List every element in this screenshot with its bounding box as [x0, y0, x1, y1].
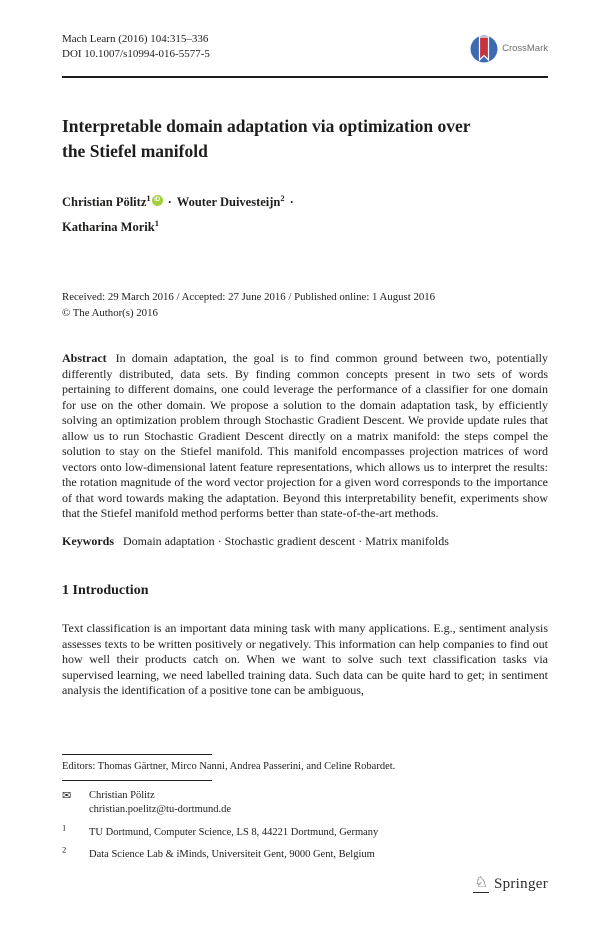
keywords-text: Domain adaptation · Stochastic gradient descent · Matrix manifolds — [123, 533, 449, 548]
keywords-label: Keywords — [62, 533, 114, 548]
author-affiliation-mark: 1 — [154, 217, 159, 228]
springer-wordmark: Springer — [493, 876, 548, 892]
crossmark-badge[interactable] — [469, 33, 548, 64]
crossmark-label: CrossMark — [502, 43, 548, 54]
header-divider — [62, 76, 548, 78]
authors-block — [62, 190, 548, 240]
section-heading: 1 Introduction — [62, 583, 149, 598]
affiliation-marker — [62, 822, 89, 841]
author-affiliation-mark: 2 — [280, 192, 285, 203]
doi-line: DOI 10.1007/s10994-016-5577-5 — [62, 48, 210, 60]
affiliation-row — [62, 844, 548, 863]
author-name: Katharina Morik — [62, 220, 155, 234]
correspondence-name: Christian Pölitz — [89, 789, 155, 801]
intro-paragraph: Text classification is an important data mining task with many applications. E.g., sentiment analysis assesses texts to be written positively or negatively. This information can help companies to find out how well their products catch on. When we want to solve such text classification tasks via supervised learning, we need labelled training data. Such data can be quite hard to get; in sentiment analysis the identification of a positive tone can be ambiguous, — [62, 621, 548, 698]
springer-knight-icon: ♘ — [474, 875, 488, 891]
affiliation-mark: 1 — [62, 822, 67, 832]
page-header — [62, 0, 548, 64]
publication-history: Received: 29 March 2016 / Accepted: 27 June 2016 / Published online: 1 August 2016 — [62, 291, 436, 303]
abstract-text: In domain adaptation, the goal is to find common ground between two, potentially differently distributed, data sets. By finding common concepts present in two sets of words pertaining to different domains, one could leverage the performance of a classifier for one domain for use on the other domain. We propose a solution to the domain adaptation task, by efficiently solving an optimization problem through Stochastic Gradient Descent. We provide update rules that allow us to run Stochastic Gradient Descent directly on a matrix manifold: the steps compel the solution to stay on the Stiefel manifold. This manifold encompasses projection matrices of word vectors onto low-dimensional latent feature representations, which allows us to interpret the results: the rotation magnitude of the word vector projection for a given word corresponds to the importance of that word towards making the adaptation. Beyond this interpretability benefit, experiments show that the Stiefel manifold method performs better than state-of-the-art methods. — [62, 351, 548, 520]
crossmark-icon — [469, 33, 499, 64]
affiliation-marker — [62, 844, 89, 863]
orcid-icon[interactable]: iD — [152, 195, 163, 206]
springer-logo — [473, 876, 548, 893]
abstract — [62, 351, 548, 522]
correspondence-block — [89, 789, 231, 818]
author-separator: · — [289, 195, 294, 209]
author-name: Wouter Duivesteijn — [176, 195, 281, 209]
journal-meta — [62, 32, 210, 62]
footnote-area — [62, 754, 548, 863]
affiliation-row — [62, 822, 548, 841]
correspondence-email[interactable]: christian.poelitz@tu-dortmund.de — [89, 804, 232, 815]
title-line-2: the Stiefel manifold — [62, 141, 208, 161]
page-content — [62, 0, 548, 699]
envelope-icon: ✉ — [62, 789, 72, 802]
correspondence-row — [62, 789, 548, 818]
affiliation-mark: 2 — [62, 844, 67, 855]
page-title — [62, 114, 548, 164]
keywords — [62, 534, 548, 550]
affiliation-text: Data Science Lab & iMinds, Universiteit Gent, 9000 Gent, Belgium — [89, 849, 375, 860]
author-separator: · — [167, 195, 172, 209]
editors-bottom-rule — [62, 780, 212, 781]
publication-history-block — [62, 290, 548, 321]
editors-note: Editors: Thomas Gärtner, Mirco Nanni, Andrea Passerini, and Celine Robardet. — [62, 761, 396, 772]
author-name: Christian Pölitz — [62, 195, 147, 209]
copyright-notice: © The Author(s) 2016 — [62, 306, 158, 319]
journal-ref: Mach Learn (2016) 104:315–336 — [62, 33, 209, 45]
affiliation-text: TU Dortmund, Computer Science, LS 8, 44221 Dortmund, Germany — [89, 826, 379, 838]
authors-line-1 — [62, 190, 548, 215]
author-affiliation-mark: 1 — [146, 192, 151, 203]
authors-line-2 — [62, 215, 548, 240]
title-line-1: Interpretable domain adaptation via optimization over — [62, 116, 471, 136]
editors-top-rule — [62, 754, 212, 755]
abstract-label: Abstract — [62, 351, 107, 365]
